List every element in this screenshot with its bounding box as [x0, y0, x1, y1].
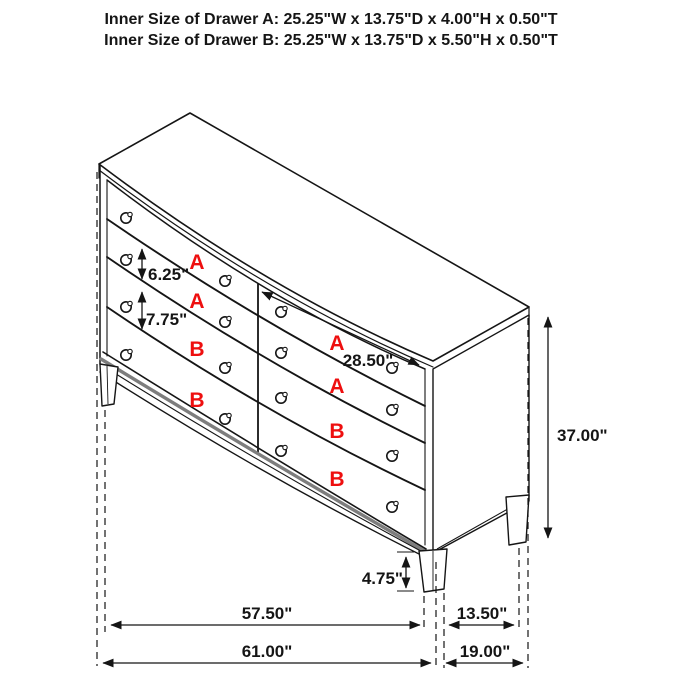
- drawer-knob: [276, 445, 287, 456]
- drawer-knob: [121, 349, 132, 360]
- dim-label-leg-height: 4.75": [361, 569, 403, 588]
- dim-label-overall-depth: 19.00": [459, 642, 511, 661]
- dim-label-drawer-a-height: 6.25": [148, 265, 190, 284]
- drawer-knob: [276, 306, 287, 317]
- drawer-knob: [220, 275, 231, 286]
- dim-label-right-section-width: 28.50": [342, 351, 394, 370]
- drawer-label-right-3: B: [329, 420, 345, 443]
- base-gray-band: [101, 359, 428, 553]
- drawer-knob: [121, 254, 132, 265]
- drawer-knob: [276, 392, 287, 403]
- front-left-leg: [100, 364, 118, 406]
- drawer-a-spec-text: Inner Size of Drawer A: 25.25"W x 13.75"D x 4.00"H x 0.50"T: [104, 11, 558, 28]
- drawer-knob: [121, 212, 132, 223]
- drawer-label-right-1: A: [329, 332, 345, 355]
- drawer-label-right-2: A: [329, 375, 345, 398]
- dim-label-front-width: 57.50": [241, 604, 293, 623]
- drawer-knob: [220, 362, 231, 373]
- drawer-label-left-3: B: [189, 338, 205, 361]
- drawer-knob: [220, 413, 231, 424]
- dim-label-drawer-b-height: 7.75": [146, 310, 188, 329]
- drawer-knob: [387, 404, 398, 415]
- drawer-knob: [220, 316, 231, 327]
- drawer-b-spec-text: Inner Size of Drawer B: 25.25"W x 13.75"D x 5.50"H x 0.50"T: [104, 32, 558, 49]
- drawer-label-left-4: B: [189, 389, 205, 412]
- dim-label-overall-width: 61.00": [241, 642, 293, 661]
- drawer-label-left-2: A: [189, 290, 205, 313]
- back-right-leg: [506, 495, 529, 545]
- dim-label-overall-height: 37.00": [557, 426, 608, 445]
- base-bottom-line: [100, 372, 431, 560]
- drawer-knob: [276, 347, 287, 358]
- drawer-knob: [387, 450, 398, 461]
- drawer-knob: [387, 501, 398, 512]
- drawer-label-right-4: B: [329, 468, 345, 491]
- drawer-knob: [121, 301, 132, 312]
- dim-label-depth-between-legs: 13.50": [456, 604, 508, 623]
- drawer-label-left-1: A: [189, 251, 205, 274]
